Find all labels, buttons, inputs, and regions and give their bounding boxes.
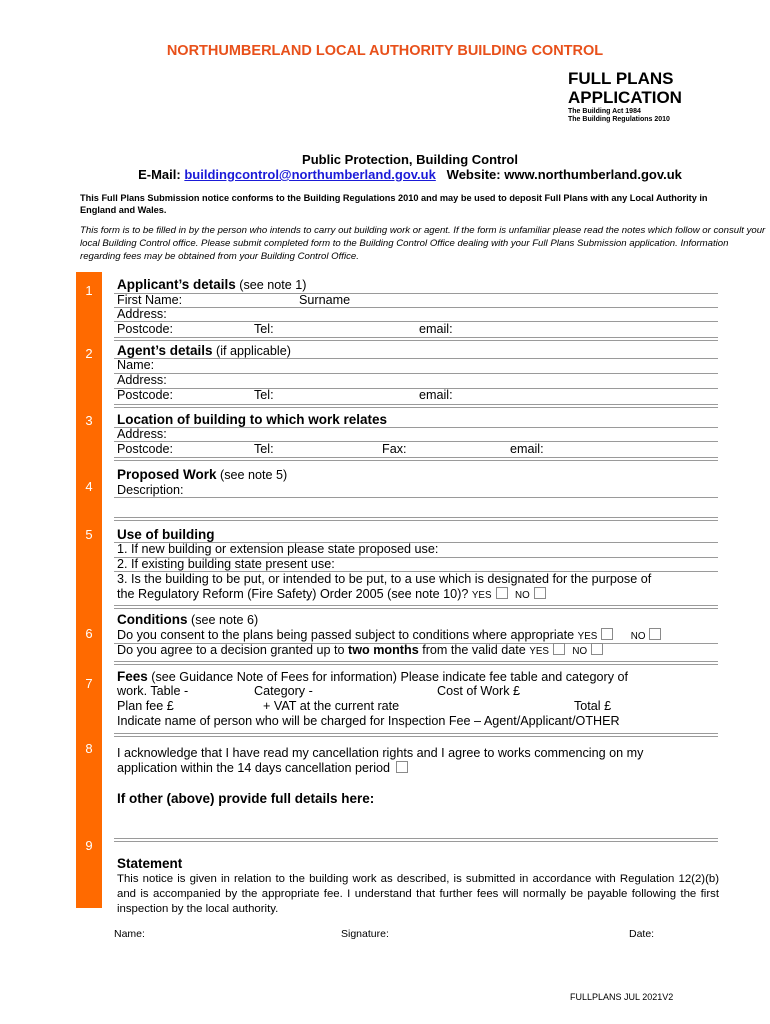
designated-use-question: 3. Is the building to be put, or intended to be put, to a use which is designated for the purpose of [117,572,652,586]
divider [114,321,718,322]
authority-heading: NORTHUMBERLAND LOCAL AUTHORITY BUILDING CONTROL [166,43,604,59]
divider [114,457,718,461]
applicant-address-field[interactable]: Address: [117,307,167,321]
department-title: Public Protection, Building Control [302,152,518,167]
date-label[interactable]: Date: [629,928,655,940]
decision-no-checkbox[interactable] [591,643,603,655]
vat-note: + VAT at the current rate [263,699,400,713]
other-details-heading: If other (above) provide full details here: [117,791,375,806]
divider [114,733,718,737]
plan-fee-field[interactable]: Plan fee £ [117,699,174,713]
statement-heading: Statement [117,856,183,871]
divider [114,497,718,498]
form-title-line1: FULL PLANS [568,69,674,88]
cancellation-period-text: application within the 14 days cancellation period [117,761,408,775]
divider [114,358,718,359]
conditions-consent-question: Do you consent to the plans being passed subject to conditions where appropriate YES NO [117,628,661,642]
applicant-email-field[interactable]: email: [419,322,453,336]
location-heading: Location of building to which work relates [117,412,388,427]
email-label: E-Mail: [138,167,181,182]
divider [114,307,718,308]
fire-safety-question: the Regulatory Reform (Fire Safety) Order 2005 (see note 10)? YES NO [117,587,546,601]
section-number-5: 5 [85,527,93,542]
section-number-7: 7 [85,676,93,691]
section-number-4: 4 [85,479,93,494]
section-number-bar [76,272,102,908]
proposed-use-field[interactable]: 1. If new building or extension please state proposed use: [117,542,439,556]
signature-label[interactable]: Signature: [341,928,389,940]
act-reference: The Building Act 1984 [568,108,641,115]
total-fee-field[interactable]: Total £ [574,699,612,713]
conformance-notice: This Full Plans Submission notice conforms to the Building Regulations 2010 and may be used to deposit Full Plans with any Local Authority in England and Wales. [80,193,708,215]
location-fax-field[interactable]: Fax: [382,442,407,456]
fire-safety-no-checkbox[interactable] [534,587,546,599]
contact-line [0,167,770,182]
agent-postcode-field[interactable]: Postcode: [117,388,174,402]
instructions-paragraph: This form is to be filled in by the person who intends to carry out building work or agent. If the form is unfamiliar please read the notes which follow or consult your local Building Control office. Please submit completed form to the Building Control Office dealing with your Full Plans Submission application. Information regarding fees may be obtained from your Building Control Office. [80,225,766,262]
agent-name-field[interactable]: Name: [117,358,155,372]
fire-safety-yes-checkbox[interactable] [496,587,508,599]
agent-address-field[interactable]: Address: [117,373,167,387]
email-link[interactable]: buildingcontrol@northumberland.gov.uk [184,167,436,182]
location-address-field[interactable]: Address: [117,427,167,441]
surname-field[interactable]: Surname [299,293,351,307]
location-tel-field[interactable]: Tel: [254,442,274,456]
applicant-postcode-field[interactable]: Postcode: [117,322,174,336]
divider [114,293,718,294]
location-email-field[interactable]: email: [510,442,544,456]
signature-name-label[interactable]: Name: [114,928,145,940]
agent-heading: Agent’s details (if applicable) [117,343,291,358]
website-label: Website: [446,167,501,182]
fees-heading: Fees (see Guidance Note of Fees for information) Please indicate fee table and category of [117,669,629,684]
divider [114,517,718,521]
decision-question: Do you agree to a decision granted up to two months from the valid date YES NO [117,643,603,657]
decision-yes-checkbox[interactable] [553,643,565,655]
section-number-3: 3 [85,413,93,428]
divider [114,337,718,341]
present-use-field[interactable]: 2. If existing building state present use: [117,557,335,571]
divider [114,441,718,442]
cost-of-work-field[interactable]: Cost of Work £ [437,684,521,698]
agent-tel-field[interactable]: Tel: [254,388,274,402]
divider [114,427,718,428]
website-text: www.northumberland.gov.uk [504,167,682,182]
regulations-reference: The Building Regulations 2010 [568,116,670,123]
agent-email-field[interactable]: email: [419,388,453,402]
section-number-8: 8 [85,741,93,756]
proposed-work-heading: Proposed Work (see note 5) [117,467,288,482]
description-field[interactable]: Description: [117,483,184,497]
inspection-fee-payer-field[interactable]: Indicate name of person who will be charged for Inspection Fee – Agent/Applicant/OTHER [117,714,620,728]
section-number-1: 1 [85,283,93,298]
applicant-heading: Applicant’s details (see note 1) [117,277,307,292]
divider [114,404,718,408]
section-number-2: 2 [85,346,93,361]
divider [114,661,718,665]
divider [114,373,718,374]
location-postcode-field[interactable]: Postcode: [117,442,174,456]
fee-table-field[interactable]: work. Table - [117,684,189,698]
conditions-heading: Conditions (see note 6) [117,612,259,627]
form-title-line2: APPLICATION [568,88,682,107]
divider [114,388,718,389]
form-reference-code: FULLPLANS JUL 2021V2 [570,992,674,1002]
fee-category-field[interactable]: Category - [254,684,313,698]
conditions-no-checkbox[interactable] [649,628,661,640]
cancellation-checkbox[interactable] [396,761,408,773]
conditions-yes-checkbox[interactable] [601,628,613,640]
applicant-tel-field[interactable]: Tel: [254,322,274,336]
statement-text: This notice is given in relation to the building work as described, is submitted in accordance with Regulation 12(2)(b) and is accompanied by the appropriate fee. I understand that further fees will normally be payable following the first inspection by the local authority. [117,873,719,915]
use-of-building-heading: Use of building [117,527,215,542]
section-number-6: 6 [85,626,93,641]
section-number-9: 9 [85,838,93,853]
cancellation-rights-text: I acknowledge that I have read my cancellation rights and I agree to works commencing on my [117,746,644,760]
first-name-field[interactable]: First Name: [117,293,183,307]
divider [114,838,718,842]
divider [114,605,718,609]
